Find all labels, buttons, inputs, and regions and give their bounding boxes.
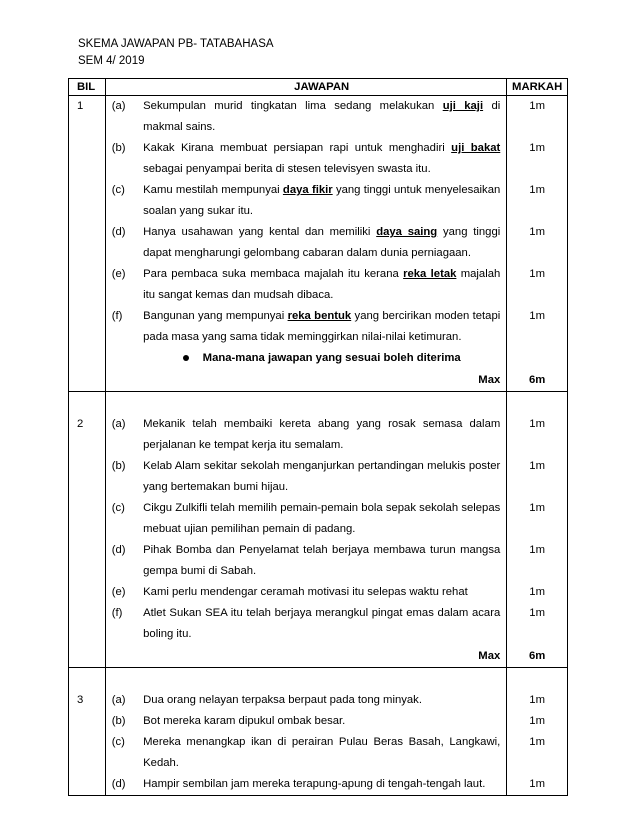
mark-cell: 1m bbox=[507, 414, 568, 456]
header-label-spacer bbox=[105, 79, 143, 96]
item-label: (b) bbox=[111, 142, 126, 154]
spacer-cell bbox=[105, 668, 143, 691]
max-label: Max bbox=[143, 369, 507, 392]
section-spacer-row bbox=[69, 668, 568, 691]
bil-cell bbox=[69, 498, 106, 540]
mark-cell: 1m bbox=[507, 498, 568, 540]
item-label: (c) bbox=[111, 184, 125, 196]
answer-row bbox=[69, 774, 568, 796]
table-header-row bbox=[69, 79, 568, 96]
answer-text: Cikgu Zulkifli telah memilih pemain-pemain bola sepak sekolah selepas mebuat ujian pemilihan pemain di padang. bbox=[143, 498, 507, 540]
answer-text-before: Para pembaca suka membaca majalah itu kerana bbox=[143, 268, 404, 280]
max-row bbox=[69, 369, 568, 392]
spacer-cell bbox=[69, 392, 106, 415]
answer-text: Hampir sembilan jam mereka terapung-apung di tengah-tengah laut. bbox=[143, 774, 507, 796]
answer-text-after: yang bercirikan moden tetapi pada masa yang sama tidak meminggirkan nilai-nilai ketimuran. bbox=[143, 310, 501, 343]
label-cell bbox=[105, 348, 143, 369]
answer-text-after: yang tinggi untuk menyelesaikan soalan yang sukar itu. bbox=[143, 184, 501, 217]
answer-keyword: daya saing bbox=[376, 226, 438, 238]
label-cell bbox=[105, 645, 143, 668]
item-label: (c) bbox=[111, 736, 125, 748]
header-jawapan: JAWAPAN bbox=[143, 79, 507, 96]
bil-cell: 1 bbox=[69, 96, 106, 139]
bullet-icon bbox=[183, 355, 189, 361]
mark-cell: 1m bbox=[507, 732, 568, 774]
answer-text-after: sebagai penyampai berita di stesen televisyen swasta itu. bbox=[143, 163, 431, 175]
bil-cell bbox=[69, 306, 106, 348]
answer-row bbox=[69, 138, 568, 180]
answer-table bbox=[68, 78, 568, 796]
answer-text: Kami perlu mendengar ceramah motivasi itu selepas waktu rehat bbox=[143, 582, 507, 603]
item-label: (d) bbox=[105, 774, 143, 796]
answer-row bbox=[69, 603, 568, 645]
answer-row bbox=[69, 414, 568, 456]
item-label: (a) bbox=[111, 100, 126, 112]
answer-row bbox=[69, 540, 568, 582]
bil-cell bbox=[69, 540, 106, 582]
item-label: (e) bbox=[111, 586, 126, 598]
item-label: (a) bbox=[111, 694, 126, 706]
answer-keyword: reka letak bbox=[403, 268, 457, 280]
answer-text bbox=[143, 180, 507, 222]
bil-cell bbox=[69, 774, 106, 796]
answer-text: Atlet Sukan SEA itu telah berjaya merangkul pingat emas dalam acara boling itu. bbox=[143, 603, 507, 645]
spacer-cell bbox=[69, 668, 106, 691]
answer-row bbox=[69, 711, 568, 732]
item-label: (c) bbox=[111, 502, 125, 514]
item-label: (d) bbox=[111, 226, 126, 238]
answer-text: Kelab Alam sekitar sekolah menganjurkan pertandingan melukis poster yang bertemakan bumi hijau. bbox=[143, 456, 507, 498]
answer-text: Mereka menangkap ikan di perairan Pulau Beras Basah, Langkawi, Kedah. bbox=[143, 732, 507, 774]
answer-keyword: uji bakat bbox=[451, 142, 501, 154]
mark-cell: 1m bbox=[507, 603, 568, 645]
bil-cell: 2 bbox=[69, 414, 106, 456]
answer-text: Bot mereka karam dipukul ombak besar. bbox=[143, 711, 507, 732]
note-text: Mana-mana jawapan yang sesuai boleh diterima bbox=[202, 352, 461, 364]
spacer-cell bbox=[105, 392, 143, 415]
label-cell bbox=[105, 369, 143, 392]
mark-cell: 1m bbox=[507, 222, 568, 264]
answer-keyword: uji kaji bbox=[442, 100, 484, 112]
mark-cell: 1m bbox=[507, 96, 568, 139]
mark-cell: 1m bbox=[507, 690, 568, 711]
mark-cell: 1m bbox=[507, 540, 568, 582]
answer-text bbox=[143, 306, 507, 348]
answer-text bbox=[143, 96, 507, 139]
answer-row bbox=[69, 96, 568, 139]
bil-cell bbox=[69, 582, 106, 603]
answer-row bbox=[69, 456, 568, 498]
answer-text-before: Sekumpulan murid tingkatan lima sedang melakukan bbox=[143, 100, 443, 112]
mark-cell: 1m bbox=[507, 774, 568, 796]
bil-cell: 3 bbox=[69, 690, 106, 711]
answer-text: Dua orang nelayan terpaksa berpaut pada tong minyak. bbox=[143, 690, 507, 711]
answer-text-before: Kamu mestilah mempunyai bbox=[143, 184, 283, 196]
mark-cell: 1m bbox=[507, 180, 568, 222]
answer-keyword: daya fikir bbox=[282, 184, 333, 196]
mark-cell: 1m bbox=[507, 264, 568, 306]
note-cell bbox=[143, 348, 507, 369]
item-label: (b) bbox=[111, 715, 126, 727]
mark-cell: 1m bbox=[507, 711, 568, 732]
answer-text-after: yang tinggi dapat mengharungi gelombang cabaran dalam dunia perniagaan. bbox=[143, 226, 501, 259]
answer-text bbox=[143, 138, 507, 180]
spacer-cell bbox=[507, 668, 568, 691]
answer-text-before: Kakak Kirana membuat persiapan rapi untuk menghadiri bbox=[143, 142, 452, 154]
spacer-cell bbox=[143, 668, 507, 691]
answer-row bbox=[69, 306, 568, 348]
note-row bbox=[69, 348, 568, 369]
answer-row bbox=[69, 264, 568, 306]
item-label: (d) bbox=[111, 544, 126, 556]
max-mark: 6m bbox=[507, 645, 568, 668]
bil-cell bbox=[69, 603, 106, 645]
bil-cell bbox=[69, 645, 106, 668]
item-label: (f) bbox=[111, 607, 123, 619]
document-title: SKEMA JAWAPAN PB- TATABAHASA bbox=[78, 38, 274, 50]
item-label: (b) bbox=[111, 460, 126, 472]
answer-text bbox=[143, 222, 507, 264]
max-label: Max bbox=[143, 645, 507, 668]
mark-cell: 1m bbox=[507, 456, 568, 498]
bil-cell bbox=[69, 456, 106, 498]
bil-cell bbox=[69, 732, 106, 774]
header-markah: MARKAH bbox=[507, 79, 568, 96]
item-label: (a) bbox=[111, 418, 126, 430]
item-label: (f) bbox=[111, 310, 123, 322]
answer-text-before: Hanya usahawan yang kental dan memiliki bbox=[143, 226, 377, 238]
bil-cell bbox=[69, 222, 106, 264]
spacer-cell bbox=[507, 392, 568, 415]
mark-cell bbox=[507, 348, 568, 369]
mark-cell: 1m bbox=[507, 582, 568, 603]
answer-row bbox=[69, 732, 568, 774]
answer-keyword: reka bentuk bbox=[287, 310, 352, 322]
bil-cell bbox=[69, 369, 106, 392]
answer-text: Mekanik telah membaiki kereta abang yang rosak semasa dalam perjalanan ke tempat kerja itu semalam. bbox=[143, 414, 507, 456]
answer-text bbox=[143, 264, 507, 306]
spacer-cell bbox=[143, 392, 507, 415]
bil-cell bbox=[69, 711, 106, 732]
answer-text-after: di makmal sains. bbox=[143, 100, 501, 133]
bil-cell bbox=[69, 348, 106, 369]
answer-row bbox=[69, 498, 568, 540]
mark-cell: 1m bbox=[507, 306, 568, 348]
bil-cell bbox=[69, 264, 106, 306]
answer-text-before: Bangunan yang mempunyai bbox=[143, 310, 288, 322]
section-spacer-row bbox=[69, 392, 568, 415]
mark-cell: 1m bbox=[507, 138, 568, 180]
answer-row bbox=[69, 582, 568, 603]
answer-row bbox=[69, 690, 568, 711]
answer-row bbox=[69, 222, 568, 264]
item-label: (e) bbox=[111, 268, 126, 280]
header-bil: BIL bbox=[69, 79, 106, 96]
document-subtitle: SEM 4/ 2019 bbox=[78, 55, 145, 67]
answer-row bbox=[69, 180, 568, 222]
bil-cell bbox=[69, 180, 106, 222]
max-mark: 6m bbox=[507, 369, 568, 392]
answer-text-after: majalah itu sangat kemas dan mudsah dibaca. bbox=[143, 268, 501, 301]
max-row bbox=[69, 645, 568, 668]
answer-text: Pihak Bomba dan Penyelamat telah berjaya membawa turun mangsa gempa bumi di Sabah. bbox=[143, 540, 507, 582]
bil-cell bbox=[69, 138, 106, 180]
